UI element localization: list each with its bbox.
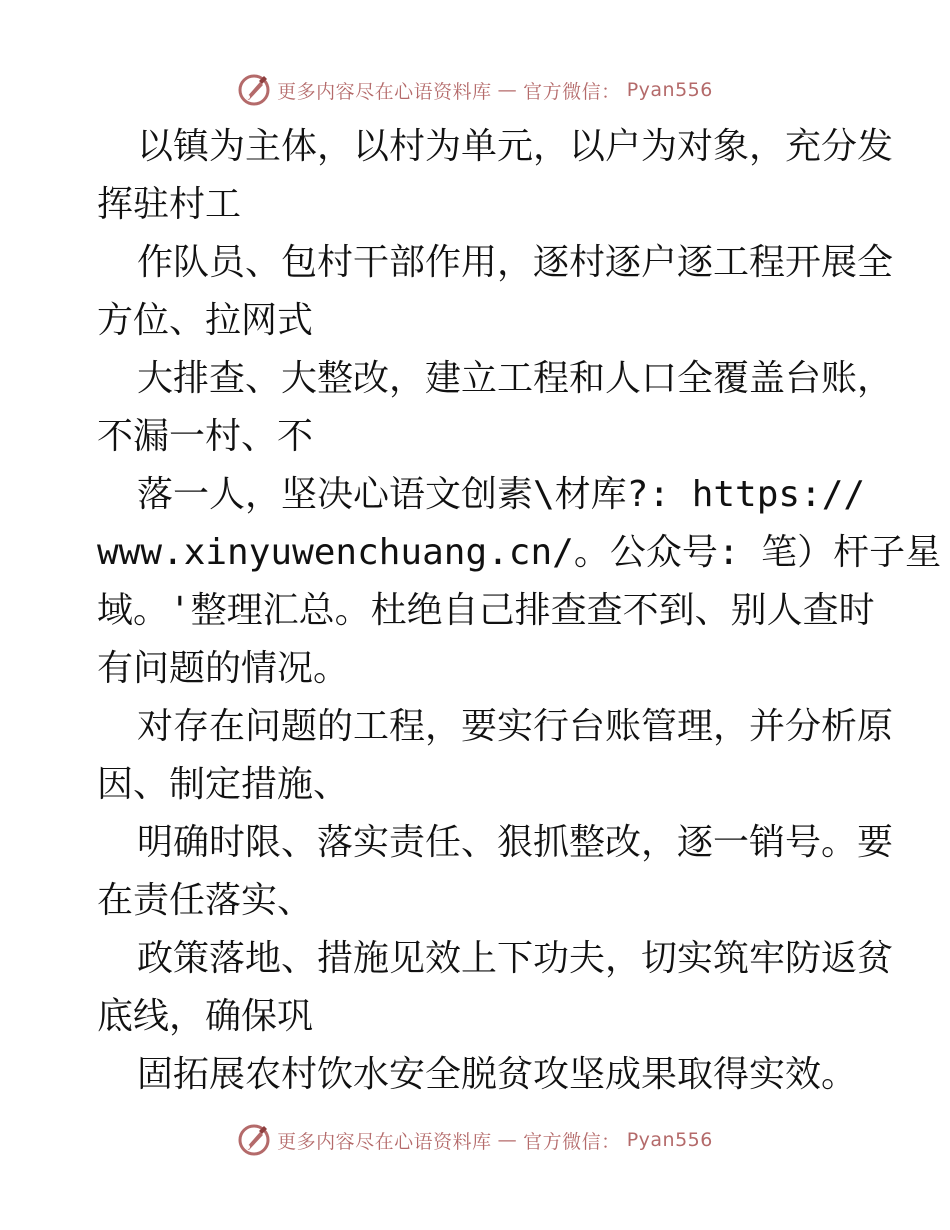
paragraph-3 xyxy=(97,350,894,466)
paragraph-2 xyxy=(97,234,894,350)
text-line: 因、制定措施、 xyxy=(97,764,350,805)
quill-pen-circle-icon xyxy=(237,1123,271,1157)
quill-pen-circle-icon xyxy=(237,73,271,107)
text-line: 域。'整理汇总。杜绝自己排查查不到、别人查时 xyxy=(97,590,875,631)
watermark-official-label: 官方微信： xyxy=(523,1130,621,1153)
text-line: 对存在问题的工程，要实行台账管理，并分析原 xyxy=(137,706,894,747)
watermark-official-label: 官方微信： xyxy=(523,80,621,103)
text-line: 作队员、包村干部作用，逐村逐户逐工程开展全 xyxy=(137,242,894,283)
watermark-separator: — xyxy=(497,79,518,101)
text-line: 政策落地、措施见效上下功夫，切实筑牢防返贫 xyxy=(137,938,894,979)
watermark-wechat-id: Pyan556 xyxy=(626,79,713,101)
text-line: 有问题的情况。 xyxy=(97,648,350,689)
paragraph-4 xyxy=(97,466,942,698)
paragraph-6 xyxy=(97,814,894,930)
watermark-wechat-id: Pyan556 xyxy=(626,1129,713,1151)
text-line: 明确时限、落实责任、狠抓整改，逐一销号。要 xyxy=(137,822,894,863)
text-line: 固拓展农村饮水安全脱贫攻坚成果取得实效。 xyxy=(137,1054,858,1095)
document-body xyxy=(97,118,942,1104)
text-line: www.xinyuwenchuang.cn/。公众号: 笔）杆子星 xyxy=(97,532,942,573)
paragraph-8 xyxy=(97,1046,867,1104)
text-line: 不漏一村、不 xyxy=(97,416,314,457)
watermark-brand-text: 更多内容尽在心语资料库 xyxy=(277,80,492,103)
text-line: 底线，确保巩 xyxy=(97,996,314,1037)
text-line: 落一人，坚决心语文创素\材库?: https:// xyxy=(137,474,866,515)
header-watermark xyxy=(0,70,950,110)
paragraph-7 xyxy=(97,930,894,1046)
text-line: 方位、拉网式 xyxy=(97,300,314,341)
text-line: 大排查、大整改，建立工程和人口全覆盖台账， xyxy=(137,358,894,399)
paragraph-1 xyxy=(97,118,894,234)
watermark-separator: — xyxy=(497,1129,518,1151)
footer-watermark xyxy=(0,1120,950,1160)
text-line: 在责任落实、 xyxy=(97,880,314,921)
text-line: 挥驻村工 xyxy=(97,184,242,225)
paragraph-5 xyxy=(97,698,894,814)
watermark-brand-text: 更多内容尽在心语资料库 xyxy=(277,1130,492,1153)
text-line: 以镇为主体，以村为单元，以户为对象，充分发 xyxy=(137,126,894,167)
